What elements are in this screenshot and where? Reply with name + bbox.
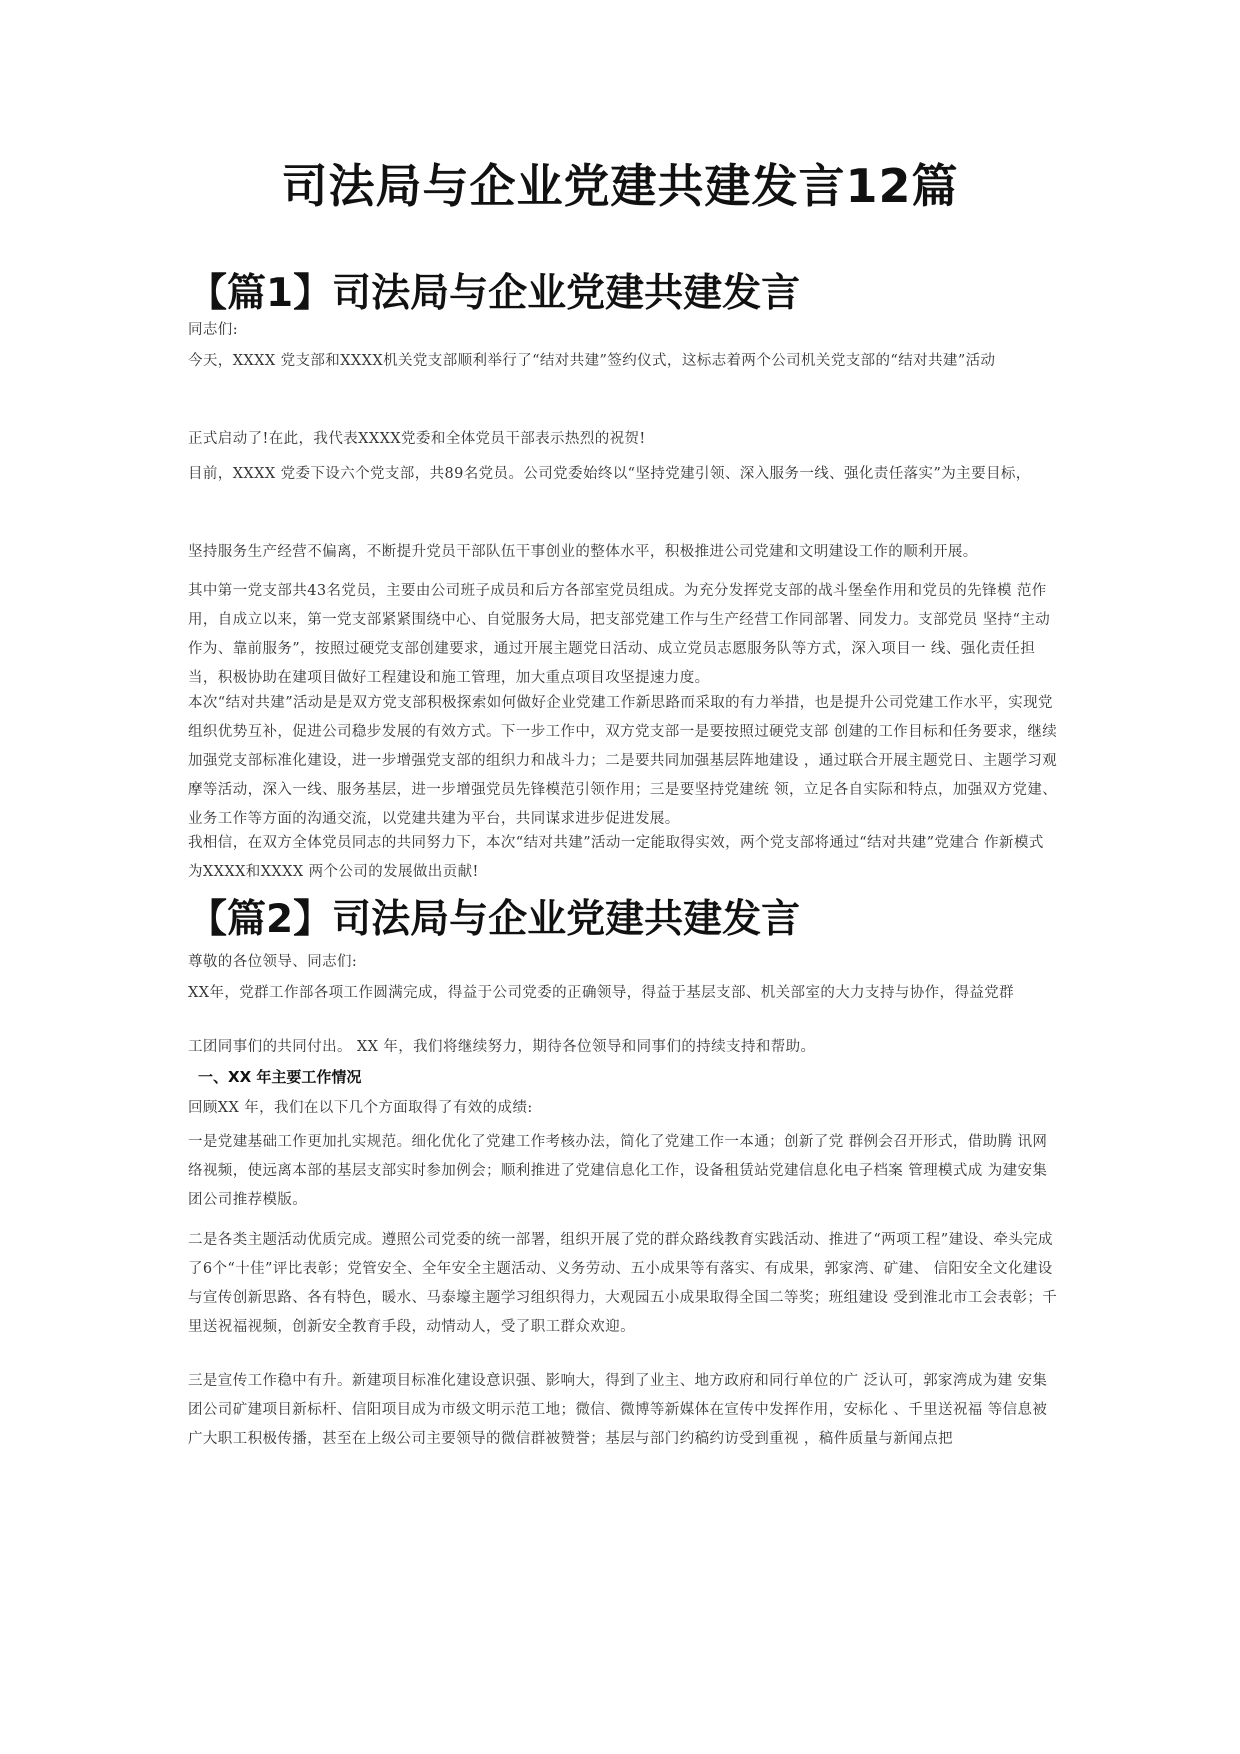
paragraph: 本次“结对共建”活动是是双方党支部积极探索如何做好企业党建工作新思路而采取的有力举措，也是提升公司党建工作水平，实现党组织优势互补，促进公司稳步发展的有效方式。下一步工作中，双方党支部一是要按照过硬党支部 创建的工作目标和任务要求，继续加强党支部标准化建设，进一步增强党支部的组织力和战斗力；二是要共同加强基层阵地建设 ，通过联合开展主题党日、主题学习观摩等活动，深入一线、服务基层，进一步增强党员先锋模范引领作用；三是要坚持党建统 领，立足各自实际和特点，加强双方党建、业务工作等方面的沟通交流，以党建共建为平台，共同谋求进步促进发展。 xyxy=(188,695,1058,827)
paragraph: 其中第一党支部共43名党员，主要由公司班子成员和后方各部室党员组成。为充分发挥党支部的战斗堡垒作用和党员的先锋模 范作用，自成立以来，第一党支部紧紧围绕中心、自觉服务大局，把支部党建工作与生产经营工作同部署、同发力。支部党员 坚持“主动作为、靠前服务”，按照过硬党支部创建要求，通过开展主题党日活动、成立党员志愿服务队等方式，深入项目一 线、强化责任担当，积极协助在建项目做好工程建设和施工管理，加大重点项目攻坚提速力度。 xyxy=(188,583,1051,686)
paragraph: 今天，XXXX 党支部和XXXX机关党支部顺利举行了“结对共建”签约仪式，这标志着两个公司机关党支部的“结对共建”活动 xyxy=(188,353,996,369)
section-1-heading: 【篇1】司法局与企业党建共建发言 xyxy=(188,271,801,316)
paragraph: 工团同事们的共同付出。 XX 年，我们将继续努力，期待各位领导和同事们的持续支持和帮助。 xyxy=(188,1039,816,1055)
paragraph: 同志们: xyxy=(188,322,238,338)
paragraph: 尊敬的各位领导、同志们: xyxy=(188,954,358,970)
paragraph: 三是宣传工作稳中有升。新建项目标准化建设意识强、影响大，得到了业主、地方政府和同行单位的广 泛认可，郭家湾成为建 安集团公司矿建项目新标杆、信阳项目成为市级文明示范工地；微信、微博等新媒体在宣传中发挥作用，安标化 、千里送祝福 等信息被广大职工积极传播，甚至在上级公司主要领导的微信群被赞誉；基层与部门约稿约访受到重视 ，稿件质量与新闻点把 xyxy=(188,1373,1048,1447)
paragraph: 我相信，在双方全体党员同志的共同努力下，本次“结对共建”活动一定能取得实效，两个党支部将通过“结对共建”党建合 作新模式为XXXX和XXXX 两个公司的发展做出贡献! xyxy=(188,835,1044,880)
subsection-heading: 一、XX 年主要工作情况 xyxy=(198,1068,362,1086)
paragraph: XX年，党群工作部各项工作圆满完成，得益于公司党委的正确领导，得益于基层支部、机关部室的大力支持与协作，得益党群 xyxy=(188,985,1015,1001)
section-2-heading: 【篇2】司法局与企业党建共建发言 xyxy=(188,897,801,942)
paragraph: 一是党建基础工作更加扎实规范。细化优化了党建工作考核办法，简化了党建工作一本通；创新了党 群例会召开形式，借助腾 讯网络视频，使远离本部的基层支部实时参加例会；顺利推进了党建信息化工作，设备租赁站党建信息化电子档案 管理模式成 为建安集团公司推荐模版。 xyxy=(188,1134,1048,1208)
paragraph: 正式启动了!在此，我代表XXXX党委和全体党员干部表示热烈的祝贺! xyxy=(188,431,646,447)
document-title: 司法局与企业党建共建发言12篇 xyxy=(281,159,959,213)
paragraph: 目前，XXXX 党委下设六个党支部，共89名党员。公司党委始终以“坚持党建引领、深入服务一线、强化责任落实”为主要目标， xyxy=(188,466,1031,482)
paragraph: 回顾XX 年，我们在以下几个方面取得了有效的成绩: xyxy=(188,1100,533,1116)
paragraph: 坚持服务生产经营不偏离，不断提升党员干部队伍干事创业的整体水平，积极推进公司党建和文明建设工作的顺利开展。 xyxy=(188,544,978,560)
paragraph: 二是各类主题活动优质完成。遵照公司党委的统一部署，组织开展了党的群众路线教育实践活动、推进了“两项工程”建设、牵头完成了6个“十佳”评比表彰；党管安全、全年安全主题活动、义务劳动、五小成果等有落实、有成果，郭家湾、矿建、 信阳安全文化建设与宣传创新思路、各有特色，暖水、马泰壕主题学习组织得力，大观园五小成果取得全国二等奖；班组建设 受到淮北市工会表彰；千里送祝福视频，创新安全教育手段，动情动人，受了职工群众欢迎。 xyxy=(188,1232,1058,1335)
